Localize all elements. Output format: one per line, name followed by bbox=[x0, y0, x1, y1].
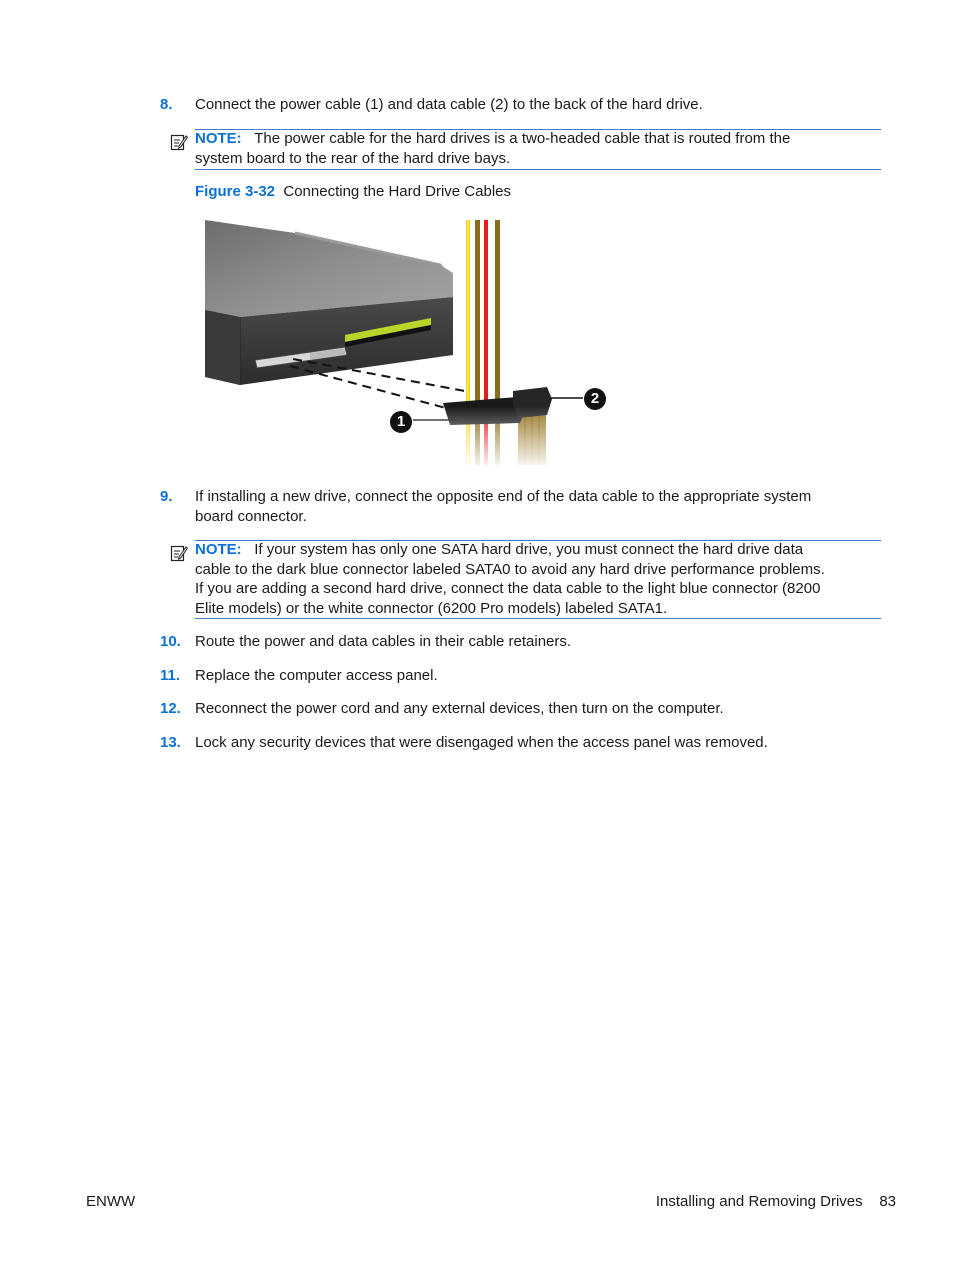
hard-drive-cable-illustration bbox=[195, 215, 615, 470]
step-13-text: Lock any security devices that were disengaged when the access panel was removed. bbox=[195, 734, 768, 751]
note-icon bbox=[170, 544, 188, 562]
callout-2: 2 bbox=[584, 388, 606, 410]
callout-1: 1 bbox=[390, 411, 412, 433]
note-2-line-1: If your system has only one SATA hard drive, you must connect the hard drive data bbox=[254, 541, 804, 558]
note-1-line-2: system board to the rear of the hard drive bays. bbox=[195, 149, 511, 167]
step-12-number: 12. bbox=[160, 700, 181, 717]
step-9-number: 9. bbox=[160, 488, 173, 505]
figure-label: Figure 3-32 bbox=[195, 183, 276, 200]
step-10-number: 10. bbox=[160, 633, 181, 650]
step-9-line-2: board connector. bbox=[195, 507, 307, 525]
step-11-number: 11. bbox=[160, 667, 181, 684]
step-9-text bbox=[195, 487, 885, 526]
step-8-text: Connect the power cable (1) and data cable (2) to the back of the hard drive. bbox=[195, 96, 703, 113]
step-12-text: Reconnect the power cord and any external devices, then turn on the computer. bbox=[195, 700, 724, 717]
note-1 bbox=[195, 129, 885, 168]
footer-left: ENWW bbox=[86, 1193, 136, 1210]
note-1-label: NOTE: bbox=[195, 130, 242, 147]
note-2-bottom-rule bbox=[195, 618, 881, 619]
figure-caption bbox=[195, 182, 511, 202]
step-10-text: Route the power and data cables in their cable retainers. bbox=[195, 633, 572, 650]
note-1-bottom-rule bbox=[195, 169, 881, 170]
step-13-number: 13. bbox=[160, 734, 181, 751]
note-2-line-4: Elite models) or the white connector (6200 Pro models) labeled SATA1. bbox=[195, 599, 668, 617]
step-11-text: Replace the computer access panel. bbox=[195, 667, 438, 684]
note-icon bbox=[170, 133, 188, 151]
page-number: 83 bbox=[879, 1193, 896, 1210]
note-1-line-1: The power cable for the hard drives is a two-headed cable that is routed from the bbox=[254, 130, 791, 147]
figure-title: Connecting the Hard Drive Cables bbox=[283, 183, 511, 200]
footer-right bbox=[656, 1192, 896, 1211]
note-2-label: NOTE: bbox=[195, 541, 242, 558]
note-2-line-3: If you are adding a second hard drive, connect the data cable to the light blue connector (8200 bbox=[195, 580, 821, 597]
step-8-number: 8. bbox=[160, 96, 173, 113]
note-2-line-2: cable to the dark blue connector labeled SATA0 to avoid any hard drive performance problems. bbox=[195, 560, 825, 578]
footer-section: Installing and Removing Drives bbox=[655, 1193, 863, 1210]
step-9-line-1: If installing a new drive, connect the opposite end of the data cable to the appropriate system bbox=[195, 488, 812, 505]
note-2 bbox=[195, 540, 885, 618]
